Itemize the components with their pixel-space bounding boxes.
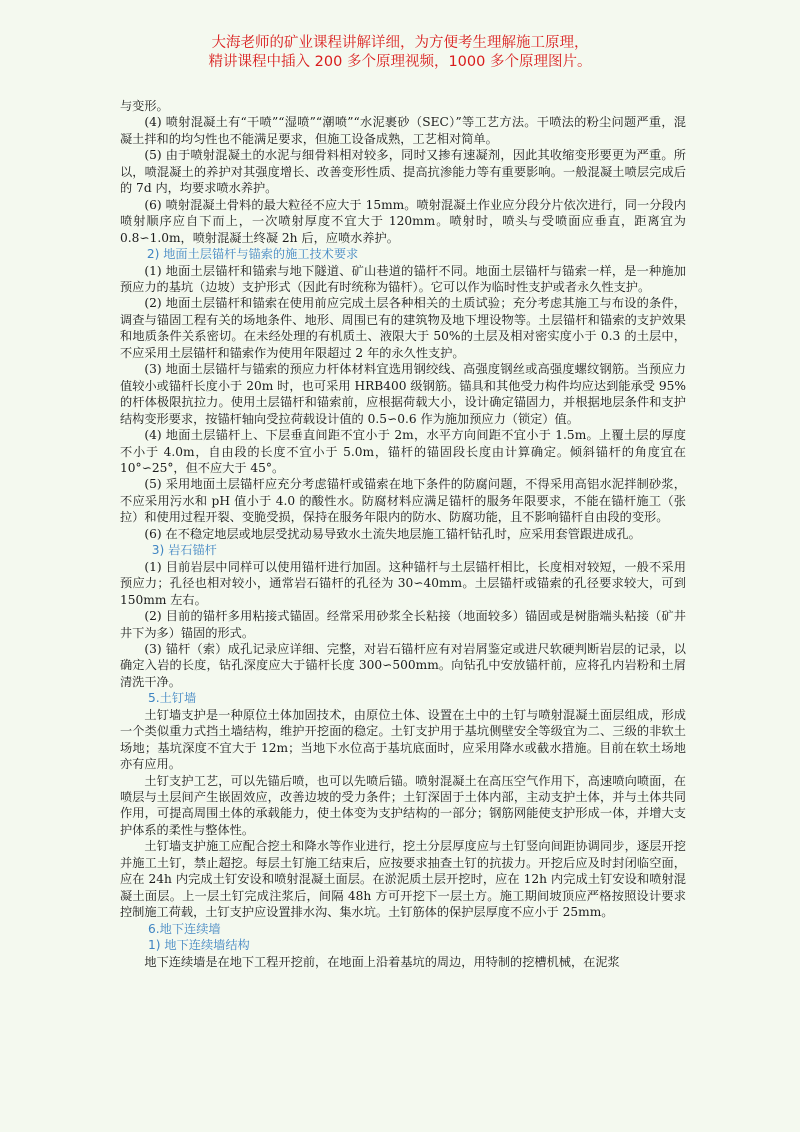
section-heading: 5.土钉墙 xyxy=(148,691,197,706)
paragraph: (2) 目前的锚杆多用粘接式锚固。经常采用砂浆全长粘接（地面较多）锚固或是树脂端头粘接（矿井井下为多）锚固的形式。 xyxy=(120,609,686,640)
paragraph: (1) 地面土层锚杆和锚索与地下隧道、矿山巷道的锚杆不同。地面土层锚杆与锚索一样，是一种施加预应力的基坑（边坡）支护形式（因此有时统称为锚杆）。它可以作为临时性支护或者永久性支护。 xyxy=(120,263,686,294)
header-line-1: 大海老师的矿业课程讲解详细，为方便考生理解施工原理， xyxy=(211,35,589,51)
paragraph: 土钉支护工艺，可以先锚后喷，也可以先喷后锚。喷射混凝土在高压空气作用下，高速喷向喷面，在喷层与土层间产生嵌固效应，改善边坡的受力条件；土钉深固于土体内部，主动支护土体，并与土体共同作用，可提高周围土体的承载能力，使土体变为支护结构的一部分；钢筋网能使支护形成一体，并增大支护体系的柔性与整体性。 xyxy=(120,773,686,837)
paragraph: 土钉墙支护是一种原位土体加固技术，由原位土体、设置在土中的土钉与喷射混凝土面层组成，形成一个类似重力式挡土墙结构，维护开挖面的稳定。土钉支护用于基坑侧壁安全等级宜为二、三级的非软土场地；基坑深度不宜大于 12m；当地下水位高于基坑底面时，应采用降水或截水措施。目前在软土场地亦有应用。 xyxy=(120,707,686,772)
paragraph: 与变形。 xyxy=(120,99,169,113)
paragraph: (4) 喷射混凝土有“干喷”“湿喷”“潮喷”“水泥裹砂（SEC）”等工艺方法。干喷法的粉尘问题严重，混凝土拌和的均匀性也不能满足要求，但施工设备成熟，工艺相对简单。 xyxy=(120,115,686,146)
document-body xyxy=(120,98,686,970)
section-heading: 1) 地下连续墙结构 xyxy=(148,938,250,953)
paragraph: (5) 由于喷射混凝土的水泥与细骨料相对较多，同时又掺有速凝剂，因此其收缩变形要更为严重。所以，喷混凝土的养护对其强度增长、改善变形性质、提高抗渗能力等有重要影响。一般混凝土喷层完成后的 7d 内，均要求喷水养护。 xyxy=(120,148,686,196)
paragraph: (3) 锚杆（索）成孔记录应详细、完整，对岩石锚杆应有对岩屑鉴定或进尺软硬判断岩层的记录，以确定入岩的长度，钻孔深度应大于锚杆长度 300∽500mm。向钻孔中安放锚杆前，应将孔内岩粉和土屑清洗干净。 xyxy=(120,641,686,689)
paragraph: (6) 喷射混凝土骨料的最大粒径不应大于 15mm。喷射混凝土作业应分段分片依次进行，同一分段内喷射顺序应自下而上，一次喷射厚度不宜大于 120mm。喷射时，喷头与受喷面应垂直，距离宜为 0.8∽1.0m，喷射混凝土终凝 2h 后，应喷水养护。 xyxy=(120,197,686,245)
paragraph: (5) 采用地面土层锚杆应充分考虑锚杆或锚索在地下条件的防腐问题，不得采用高铝水泥拌制砂浆，不应采用污水和 pH 值小于 4.0 的酸性水。防腐材料应满足锚杆的服务年限要求，不能在锚杆施工（张拉）和使用过程开裂、变脆受损，保持在服务年限内的防水、防腐功能，且不影响锚杆自由段的变形。 xyxy=(120,477,686,525)
paragraph: 地下连续墙是在地下工程开挖前，在地面上沿着基坑的周边，用特制的挖槽机械，在泥浆 xyxy=(144,954,620,969)
section-heading: 6.地下连续墙 xyxy=(148,921,221,936)
paragraph: 土钉墙支护施工应配合挖土和降水等作业进行，挖土分层厚度应与土钉竖向间距协调同步，逐层开挖并施工土钉，禁止超挖。每层土钉施工结束后，应按要求抽查土钉的抗拔力。开挖后应及时封闭临空面，应在 24h 内完成土钉安设和喷射混凝土面层。在淤泥质土层开挖时，应在 12h 内完成土钉安设和喷射混凝土面层。上一层土钉完成注浆后，间隔 48h 方可开挖下一层土方。施工期间坡顶应严格按照设计要求控制施工荷载，土钉支护应设置排水沟、集水坑。土钉筋体的保护层厚度不应小于 25mm。 xyxy=(120,839,686,920)
section-heading: 3) 岩石锚杆 xyxy=(151,543,217,558)
paragraph: (1) 目前岩层中同样可以使用锚杆进行加固。这种锚杆与土层锚杆相比，长度相对较短，一般不采用预应力；孔径也相对较小，通常岩石锚杆的孔径为 30∽40mm。土层锚杆或锚索的孔径要求较大，可到 150mm 左右。 xyxy=(120,559,686,607)
paragraph: (4) 地面土层锚杆上、下层垂直间距不宜小于 2m，水平方向间距不宜小于 1.5m。上覆土层的厚度不小于 4.0m，自由段的长度不宜小于 5.0m，锚杆的锚固段长度由计算确定。倾斜锚杆的角度宜在 10°∽25°，但不应大于 45°。 xyxy=(120,428,686,475)
page-header-notice xyxy=(0,34,800,72)
paragraph: (6) 在不稳定地层或地层受扰动易导致水土流失地层施工锚杆钻孔时，应采用套管跟进成孔。 xyxy=(144,526,641,541)
paragraph: (2) 地面土层锚杆和锚索在使用前应完成土层各种相关的土质试验；充分考虑其施工与布设的条件，调查与锚固工程有关的场地条件、地形、周围已有的建筑物及地下埋设物等。土层锚杆和锚索的支护效果和地质条件关系密切。在未经处理的有机质土、液限大于 50%的土层及相对密实度小于 0.3 的土层中，不应采用土层锚杆和锚索作为使用年限超过 2 年的永久性支护。 xyxy=(120,296,686,360)
paragraph: (3) 地面土层锚杆与锚索的预应力杆体材料宜选用钢绞线、高强度钢丝或高强度螺纹钢筋。当预应力值较小或锚杆长度小于 20m 时，也可采用 HRB400 级钢筋。锚具和其他受力构件均应达到能承受 95%的杆体极限抗拉力。使用土层锚杆和锚索前，应根据荷载大小，设计确定锚固力，并根据地层条件和支护结构变形要求，按锚杆轴向受拉荷载设计值的 0.5∽0.6 作为施加预应力（锁定）值。 xyxy=(120,362,686,426)
section-heading: 2) 地面土层锚杆与锚索的施工技术要求 xyxy=(146,247,359,262)
header-line-2: 精讲课程中插入 200 多个原理视频，1000 多个原理图片。 xyxy=(208,54,592,70)
